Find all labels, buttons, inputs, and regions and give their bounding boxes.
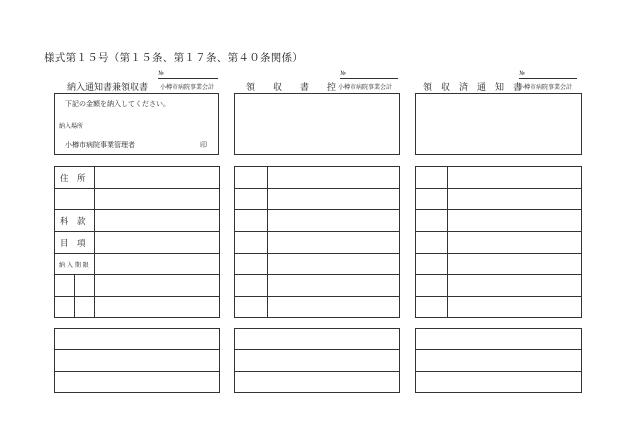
- table-row: [235, 167, 400, 189]
- label-cell: [235, 210, 268, 232]
- table-row: [416, 350, 582, 372]
- manager-name: 小樽市病院事業管理者: [65, 141, 135, 149]
- table-row: [235, 232, 400, 254]
- table-row: [235, 297, 400, 318]
- notice-box: [54, 93, 219, 155]
- label-cell: [235, 254, 268, 275]
- value-cell[interactable]: [448, 189, 582, 210]
- table-row: [235, 372, 400, 393]
- bottom-cell[interactable]: [55, 350, 220, 372]
- bottom-table: [234, 328, 400, 393]
- table-row: [55, 254, 220, 275]
- bottom-cell[interactable]: [235, 350, 400, 372]
- label-cell: [235, 232, 268, 254]
- number-line: [519, 78, 577, 79]
- address-label: 住 所: [55, 167, 95, 189]
- label-cell: [416, 210, 448, 232]
- address-field[interactable]: [95, 167, 220, 189]
- table-row: [55, 189, 220, 210]
- number-label: №: [340, 70, 346, 77]
- value-cell[interactable]: [448, 232, 582, 254]
- receipt-notice-box: [415, 93, 582, 155]
- number-line: [158, 78, 218, 79]
- blank-label-cell: [55, 189, 95, 210]
- seal-mark: 印: [200, 141, 207, 149]
- table-row: [235, 210, 400, 232]
- value-cell[interactable]: [268, 232, 400, 254]
- section-org: 小樽市病院事業会計: [160, 84, 215, 91]
- label-cell: [235, 167, 268, 189]
- bottom-cell[interactable]: [416, 350, 582, 372]
- details-table: [415, 166, 582, 318]
- table-row: [235, 329, 400, 350]
- deadline-label: 納 入 期 限: [55, 254, 95, 275]
- table-row: [416, 167, 582, 189]
- number-line: [340, 78, 398, 79]
- value-cell[interactable]: [448, 254, 582, 275]
- value-cell[interactable]: [268, 167, 400, 189]
- value-cell[interactable]: [268, 254, 400, 275]
- value-cell[interactable]: [268, 189, 400, 210]
- category-label: 科 款: [55, 210, 95, 232]
- form-title: 様式第１５号（第１５条、第１７条、第４０条関係）: [44, 52, 304, 64]
- address-field-2[interactable]: [95, 189, 220, 210]
- label-cell: [235, 189, 268, 210]
- value-cell[interactable]: [268, 210, 400, 232]
- value-cell[interactable]: [268, 297, 400, 318]
- table-row: [55, 350, 220, 372]
- blank-cell: [55, 297, 75, 318]
- bottom-cell[interactable]: [55, 329, 220, 350]
- table-row: [416, 210, 582, 232]
- blank-cell: [75, 275, 95, 297]
- item-field[interactable]: [95, 232, 220, 254]
- section-org: 小樽市病院事業会計: [338, 84, 393, 91]
- table-row: [55, 372, 220, 393]
- table-row: [416, 372, 582, 393]
- table-row: [416, 275, 582, 297]
- table-row: [416, 189, 582, 210]
- bottom-cell[interactable]: [416, 329, 582, 350]
- label-cell: [416, 189, 448, 210]
- table-row: [235, 350, 400, 372]
- table-row: [416, 329, 582, 350]
- table-row: [235, 275, 400, 297]
- table-row: [55, 167, 220, 189]
- label-cell: [416, 254, 448, 275]
- label-cell: [235, 297, 268, 318]
- number-label: №: [158, 70, 164, 77]
- table-row: [55, 275, 220, 297]
- table-row: [55, 210, 220, 232]
- table-row: [416, 254, 582, 275]
- label-cell: [416, 167, 448, 189]
- label-cell: [235, 275, 268, 297]
- notice-message: 下記の金額を納入してください。: [65, 100, 170, 108]
- bottom-cell[interactable]: [235, 372, 400, 393]
- table-row: [55, 329, 220, 350]
- details-table: [54, 166, 220, 318]
- value-cell[interactable]: [268, 275, 400, 297]
- table-row: [416, 297, 582, 318]
- table-row: [55, 297, 220, 318]
- amount-field[interactable]: [95, 275, 220, 297]
- value-cell[interactable]: [448, 167, 582, 189]
- value-cell[interactable]: [448, 297, 582, 318]
- section-title-receipt-copy: 領 収 書 控: [246, 83, 337, 93]
- section-title-notice-receipt: 納入通知書兼領収書: [67, 83, 149, 93]
- table-row: [235, 254, 400, 275]
- label-cell: [416, 297, 448, 318]
- table-row: [416, 232, 582, 254]
- details-table: [234, 166, 400, 318]
- number-label: №: [519, 70, 525, 77]
- table-row: [55, 232, 220, 254]
- bottom-table: [54, 328, 220, 393]
- label-cell: [416, 275, 448, 297]
- receipt-copy-box: [234, 93, 400, 155]
- item-label: 目 項: [55, 232, 95, 254]
- blank-cell: [55, 275, 75, 297]
- deadline-field[interactable]: [95, 254, 220, 275]
- category-field[interactable]: [95, 210, 220, 232]
- value-cell[interactable]: [448, 210, 582, 232]
- bottom-cell[interactable]: [416, 372, 582, 393]
- section-org: 小樽市病院事業会計: [518, 84, 573, 91]
- bottom-table: [415, 328, 582, 393]
- section-title-receipt-notice: 領 収 済 通 知 書: [423, 83, 523, 93]
- blank-cell: [75, 297, 95, 318]
- amount-field[interactable]: [95, 297, 220, 318]
- table-row: [235, 189, 400, 210]
- bottom-cell[interactable]: [55, 372, 220, 393]
- value-cell[interactable]: [448, 275, 582, 297]
- bottom-cell[interactable]: [235, 329, 400, 350]
- payment-place-label: 納入場所: [59, 123, 84, 130]
- label-cell: [416, 232, 448, 254]
